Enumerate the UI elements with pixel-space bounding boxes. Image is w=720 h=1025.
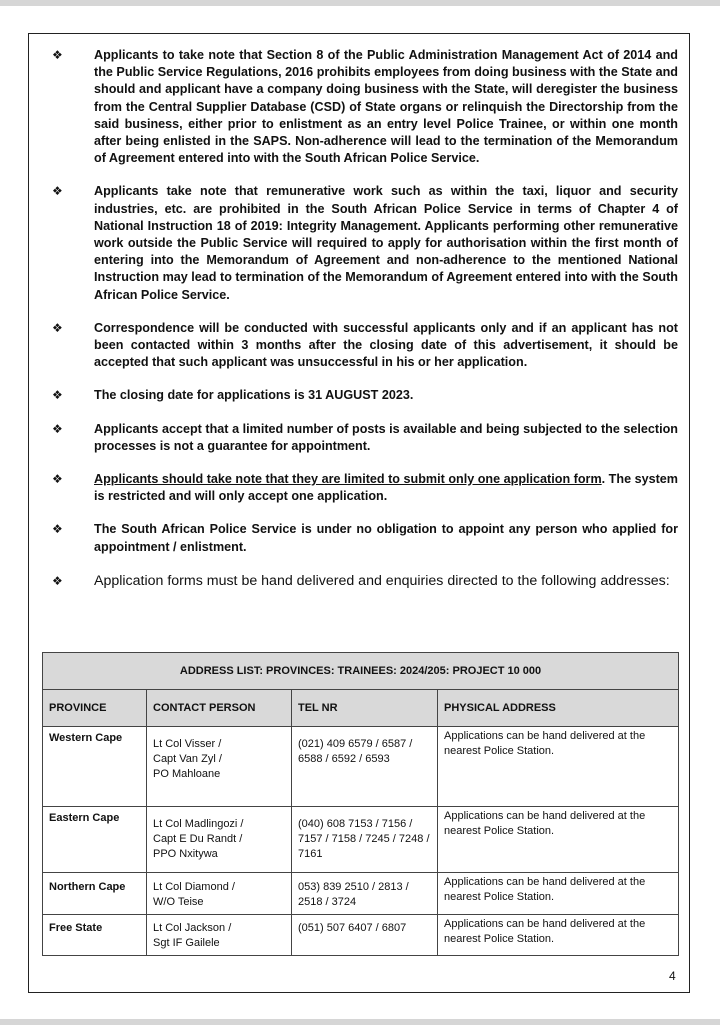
- bullet-correspondence: [48, 320, 678, 372]
- diamond-bullet-icon: ❖: [52, 388, 63, 403]
- tel-line: (051) 507 6407 / 6807: [298, 922, 407, 934]
- diamond-bullet-icon: ❖: [52, 320, 63, 335]
- bullet-csd-deregistration: [48, 47, 678, 167]
- address-cell: Applications can be hand delivered at the nearest Police Station.: [438, 915, 679, 956]
- tel-line: (021) 409 6579 / 6587 /: [298, 738, 413, 750]
- contact-line: PO Mahloane: [153, 768, 221, 780]
- tel-line: 2518 / 3724: [298, 896, 357, 908]
- underlined-text: Applicants should take note that they are limited to submit only one application form: [94, 472, 602, 487]
- tel-line: 7161: [298, 848, 323, 860]
- bullet-remunerative-work: [48, 183, 678, 303]
- tel-cell: [292, 915, 438, 956]
- tel-line: 7157 / 7158 / 7245 / 7248 /: [298, 833, 430, 845]
- province-cell: Northern Cape: [43, 873, 147, 915]
- table-caption-row: [43, 653, 679, 690]
- province-cell: Free State: [43, 915, 147, 956]
- bullet-text: The closing date for applications is 31 AUGUST 2023.: [94, 388, 414, 403]
- bullet-text: [94, 471, 678, 505]
- top-edge: [0, 0, 720, 6]
- address-cell: Applications can be hand delivered at the nearest Police Station.: [438, 873, 679, 915]
- bullet-text: Application forms must be hand delivered and enquiries directed to the following addresses:: [94, 572, 670, 589]
- column-header-province: PROVINCE: [43, 690, 147, 727]
- table-header-row: [43, 690, 679, 727]
- province-cell: Eastern Cape: [43, 807, 147, 873]
- diamond-bullet-icon: ❖: [52, 421, 63, 436]
- column-header-contact: CONTACT PERSON: [147, 690, 292, 727]
- column-header-tel: TEL NR: [292, 690, 438, 727]
- contact-cell: [147, 807, 292, 873]
- bottom-edge: [0, 1019, 720, 1025]
- table-row: [43, 807, 679, 873]
- bullet-limited-posts: [48, 421, 678, 455]
- bullet-one-application: [48, 471, 678, 505]
- tel-line: 6588 / 6592 / 6593: [298, 753, 390, 765]
- contact-line: Capt E Du Randt /: [153, 833, 243, 845]
- diamond-bullet-icon: ❖: [52, 48, 63, 62]
- table-caption: ADDRESS LIST: PROVINCES: TRAINEES: 2024/205: PROJECT 10 000: [43, 653, 679, 690]
- tel-cell: [292, 807, 438, 873]
- page-number: 4: [669, 969, 676, 983]
- table-row: [43, 915, 679, 956]
- tel-cell: [292, 873, 438, 915]
- contact-line: Capt Van Zyl /: [153, 753, 222, 765]
- table-row: [43, 873, 679, 915]
- tel-line: 053) 839 2510 / 2813 /: [298, 881, 409, 893]
- bullet-text-rest: . The system is restricted and will only accept one application.: [94, 472, 679, 504]
- contact-line: Sgt IF Gailele: [153, 937, 220, 949]
- bullet-text: The South African Police Service is under no obligation to appoint any person who applied for appointment / enlistment.: [94, 522, 678, 554]
- contact-line: PPO Nxitywa: [153, 848, 218, 860]
- diamond-bullet-icon: ❖: [52, 472, 63, 487]
- province-cell: Western Cape: [43, 727, 147, 807]
- contact-line: Lt Col Diamond /: [153, 881, 235, 893]
- table-row: [43, 727, 679, 807]
- contact-line: W/O Teise: [153, 896, 204, 908]
- conditions-list: [48, 47, 678, 606]
- bullet-text: Applicants take note that remunerative work such as within the taxi, liquor and security industries, etc. are prohibited in the South African Police Service in terms of Chapter 4 of National Instruction 18 of 2019: Integrity Management. Applicants performing other remunerative work outside the Public Service will required to apply for authorisation within the first month of entering into the Memorandum of Agreement and non-adherence to the mentioned National Instruction may lead to termination of the Memorandum of Agreement entered into with the South African Police Service.: [94, 184, 678, 302]
- contact-cell: [147, 727, 292, 807]
- contact-line: Lt Col Jackson /: [153, 922, 232, 934]
- bullet-text: Applicants to take note that Section 8 of the Public Administration Management Act of 2014 and the Public Service Regulations, 2016 prohibits employees from doing business with the State and should and applicant have a company doing business with the State, will deregister the business from the Central Supplier Database (CSD) of State organs or relinquish the Directorship from the said business, either prior to enlistment as an entry level Police Trainee, or within one month after being enlisted in the SAPS. Non-adherence will lead to the termination of the Memorandum of Agreement entered into with the South African Police Service.: [94, 48, 678, 166]
- diamond-bullet-icon: ❖: [52, 522, 63, 537]
- tel-cell: [292, 727, 438, 807]
- address-cell: Applications can be hand delivered at the nearest Police Station.: [438, 807, 679, 873]
- column-header-address: PHYSICAL ADDRESS: [438, 690, 679, 727]
- contact-cell: [147, 915, 292, 956]
- bullet-text: Correspondence will be conducted with successful applicants only and if an applicant has not been contacted within 3 months after the closing date of this advertisement, it should be accepted that such applicant was unsuccessful in his or her application.: [94, 320, 678, 370]
- bullet-no-obligation: [48, 521, 678, 555]
- bullet-closing-date: [48, 387, 678, 404]
- address-cell: Applications can be hand delivered at the nearest Police Station.: [438, 727, 679, 807]
- diamond-bullet-icon: ❖: [52, 573, 63, 588]
- contact-cell: [147, 873, 292, 915]
- bullet-hand-delivery: [48, 572, 678, 590]
- address-table: [42, 652, 679, 956]
- bullet-text: Applicants accept that a limited number of posts is available and being subjected to the selection processes is not a guarantee for appointment.: [94, 421, 678, 453]
- diamond-bullet-icon: ❖: [52, 184, 63, 199]
- tel-line: (040) 608 7153 / 7156 /: [298, 818, 413, 830]
- contact-line: Lt Col Madlingozi /: [153, 818, 244, 830]
- contact-line: Lt Col Visser /: [153, 738, 222, 750]
